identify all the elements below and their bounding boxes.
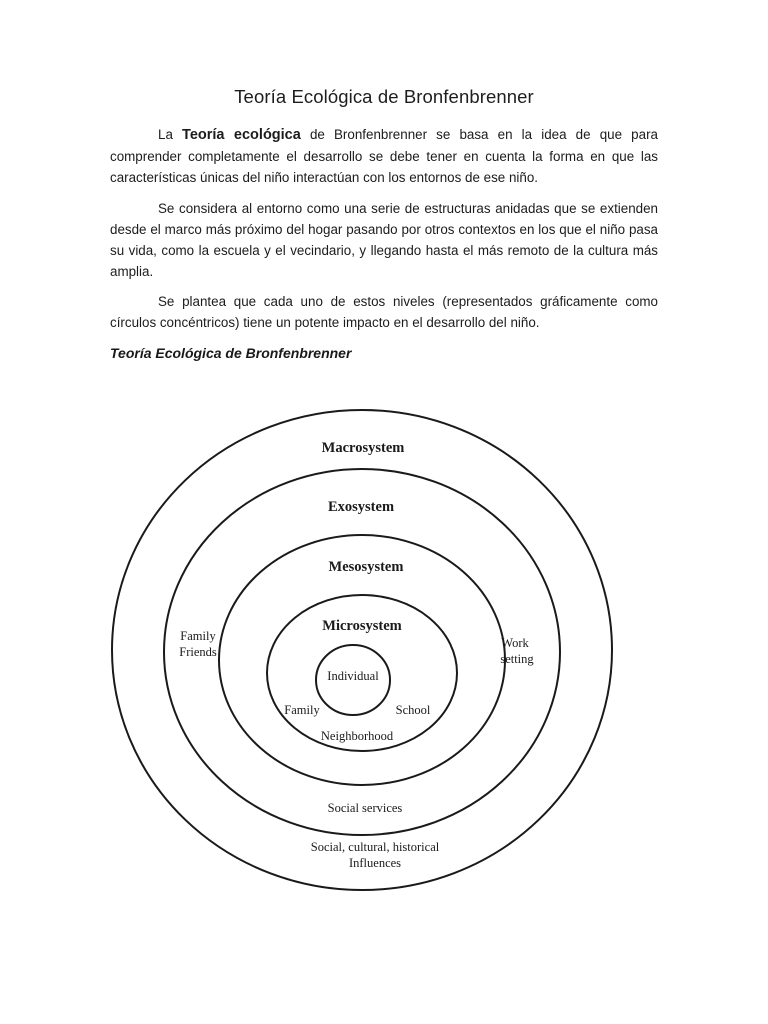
document-title: Teoría Ecológica de Bronfenbrenner	[234, 86, 534, 107]
paragraph-3-body: Se plantea que cada uno de estos niveles (representados gráficamente como círculos concéntricos) tiene un potente impacto en el desarrollo del niño.	[110, 294, 658, 330]
family-friends-label-line1: Family	[180, 629, 216, 643]
family-label: Family	[284, 703, 320, 717]
paragraph-2-body: Se considera al entorno como una serie de estructuras anidadas que se extienden desde el marco más próximo del hogar pasando por otros contextos en los que el niño pasa su vida, como la escuela y el vecindario, y llegando hasta el más remoto de la cultura más amplia.	[110, 201, 658, 279]
work-setting-label-line1: Work	[501, 636, 529, 650]
family-friends-label-line2: Friends	[179, 645, 217, 659]
paragraph-1-intro: La	[158, 127, 173, 142]
influences-label-line2: Influences	[348, 856, 402, 870]
school-label: School	[395, 703, 431, 717]
neighborhood-label: Neighborhood	[320, 729, 394, 743]
work-setting-label-line2: setting	[500, 652, 534, 666]
exosystem-label: Exosystem	[327, 499, 395, 515]
figure-caption: Teoría Ecológica de Bronfenbrenner	[110, 345, 352, 361]
microsystem-label: Microsystem	[322, 618, 402, 634]
social-services-label: Social services	[327, 801, 403, 815]
macrosystem-label: Macrosystem	[321, 440, 405, 456]
influences-label-line1: Social, cultural, historical	[310, 840, 440, 854]
mesosystem-label: Mesosystem	[328, 559, 404, 575]
paragraph-1-body: de Bronfenbrenner se basa en la idea de que para comprender completamente el desarrollo se debe tener en cuenta la forma en que las características únicas del niño interactúan con los entornos de ese niño.	[110, 127, 658, 185]
paragraph-1-bold-term: Teoría ecológica	[182, 127, 301, 143]
individual-label: Individual	[327, 669, 379, 683]
